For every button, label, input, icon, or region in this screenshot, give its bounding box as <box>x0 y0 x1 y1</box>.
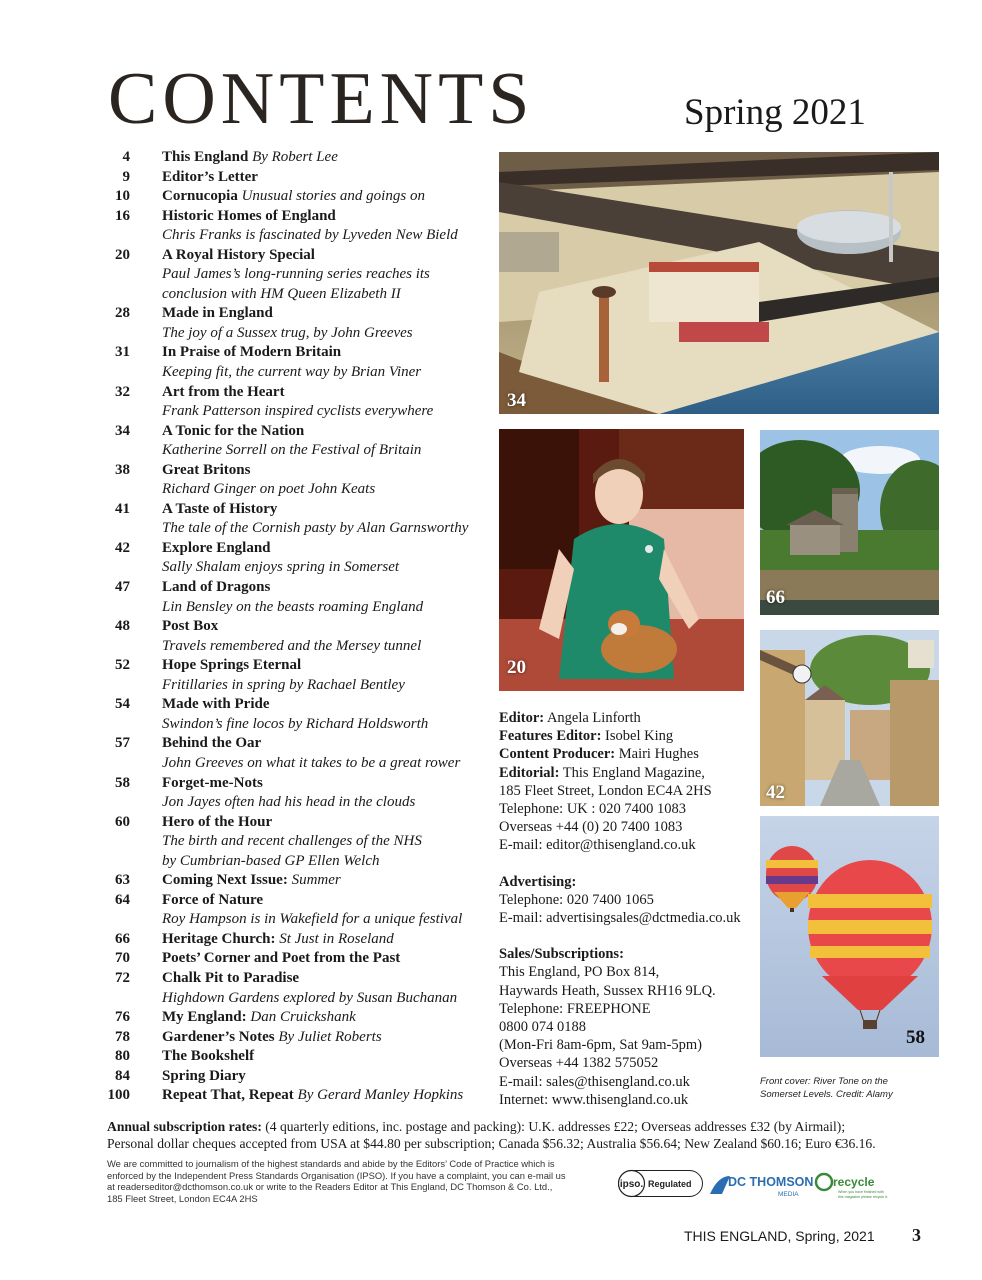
entry-description: conclusion with HM Queen Elizabeth II <box>162 285 401 302</box>
entry-body <box>162 246 495 305</box>
dc-thomson-logo <box>710 1175 813 1198</box>
contents-entry[interactable] <box>100 422 495 461</box>
entry-page-number: 64 <box>115 891 130 908</box>
contents-entry[interactable] <box>100 813 495 872</box>
entry-body <box>162 891 495 930</box>
entry-body <box>162 656 495 695</box>
credit-features: Features Editor: Isobel King <box>499 728 674 745</box>
publisher-logos <box>618 1168 918 1200</box>
entry-body <box>162 539 495 578</box>
entry-title: Historic Homes of England <box>162 207 336 224</box>
entry-title: A Tonic for the Nation <box>162 422 305 439</box>
recycle-name: recycle <box>833 1175 875 1189</box>
contents-entry[interactable] <box>100 1028 495 1048</box>
entry-body <box>162 1047 495 1067</box>
contents-entry[interactable] <box>100 578 495 617</box>
festival-of-britain-photo[interactable] <box>499 152 939 414</box>
entry-body <box>162 734 495 773</box>
issue-label: Spring 2021 <box>684 92 866 133</box>
contents-entry[interactable] <box>100 207 495 246</box>
entry-title: Made in England <box>162 305 273 322</box>
contents-entry[interactable] <box>100 891 495 930</box>
entry-page-number: 41 <box>115 500 130 517</box>
entry-description: Swindon’s fine locos by Richard Holdsworth <box>162 715 429 732</box>
entry-body <box>162 187 495 207</box>
entry-body <box>162 969 495 1008</box>
entry-page-number: 84 <box>115 1067 130 1084</box>
entry-body <box>162 1028 495 1048</box>
contents-entry[interactable] <box>100 949 495 969</box>
ipso-mark: ipso. <box>619 1179 644 1190</box>
entry-title: Heritage Church: <box>162 930 276 947</box>
entry-byline: By Juliet Roberts <box>278 1028 382 1045</box>
dct-name: DC THOMSON <box>728 1175 814 1189</box>
entry-byline: St Just in Roseland <box>279 930 394 947</box>
entry-page-number: 31 <box>115 344 130 361</box>
entry-title: Coming Next Issue: <box>162 872 288 889</box>
editorial-telephone: Telephone: UK : 020 7400 1083 <box>499 801 687 818</box>
sales-line: Haywards Heath, Sussex RH16 9LQ. <box>499 982 716 999</box>
entry-description: The birth and recent challenges of the NHS <box>162 833 422 850</box>
entry-body <box>162 1067 495 1087</box>
entry-description: by Cumbrian-based GP Ellen Welch <box>162 852 380 869</box>
sales-line: Overseas +44 1382 575052 <box>499 1055 659 1072</box>
entry-page-number: 66 <box>115 930 130 947</box>
contents-entry[interactable] <box>100 500 495 539</box>
contents-entry[interactable] <box>100 383 495 422</box>
entry-page-number: 70 <box>115 950 130 967</box>
entry-page-number: 52 <box>115 657 130 674</box>
entry-title: This England <box>162 149 249 165</box>
queen-elizabeth-photo[interactable] <box>499 429 744 691</box>
editorial-email[interactable]: E-mail: editor@thisengland.co.uk <box>499 837 696 854</box>
entry-body <box>162 871 495 891</box>
entry-title: Explore England <box>162 539 271 556</box>
entry-page-number: 100 <box>107 1087 130 1104</box>
entry-description: The joy of a Sussex trug, by John Greeves <box>162 324 413 341</box>
logo-strip <box>618 1168 918 1202</box>
entry-body <box>162 422 495 461</box>
svg-text:this magazine please recycle i: this magazine please recycle it. <box>838 1195 888 1199</box>
contents-entry[interactable] <box>100 304 495 343</box>
sales-website[interactable]: Internet: www.thisengland.co.uk <box>499 1091 689 1108</box>
editorial-address: 185 Fleet Street, London EC4A 2HS <box>499 782 712 799</box>
entry-page-number: 54 <box>115 696 130 713</box>
entry-page-number: 42 <box>115 539 130 556</box>
entry-description: Highdown Gardens explored by Susan Buchanan <box>162 989 458 1006</box>
entry-title: Behind the Oar <box>162 735 262 752</box>
contents-entry[interactable] <box>100 930 495 950</box>
entry-title: Repeat That, Repeat <box>162 1087 294 1104</box>
entry-title: A Royal History Special <box>162 246 315 263</box>
entry-title: Editor’s Letter <box>162 168 258 185</box>
photo-page-number: 20 <box>507 657 526 678</box>
somerset-village-photo[interactable] <box>760 630 939 806</box>
front-cover-credit: Front cover: River Tone on the Somerset Levels. Credit: Alamy <box>760 1076 893 1100</box>
balloons-sky <box>760 816 939 1057</box>
entry-title: Force of Nature <box>162 891 264 908</box>
entry-page-number: 72 <box>115 969 130 986</box>
contents-entry[interactable] <box>100 617 495 656</box>
contents-list <box>100 148 495 1106</box>
entry-description: Keeping fit, the current way by Brian Viner <box>162 364 422 381</box>
sales-line: 0800 074 0188 <box>499 1019 586 1036</box>
entry-page-number: 58 <box>115 774 130 791</box>
entry-title: My England: <box>162 1009 247 1026</box>
entry-description: Chris Franks is fascinated by Lyveden New Bield <box>162 227 458 244</box>
entry-title: Forget-me-Nots <box>162 774 263 791</box>
contents-entry[interactable] <box>100 1067 495 1087</box>
contents-entry[interactable] <box>100 1047 495 1067</box>
village-street <box>760 630 939 806</box>
entry-description: Richard Ginger on poet John Keats <box>162 481 376 498</box>
entry-page-number: 76 <box>115 1009 130 1026</box>
queen-portrait <box>499 429 744 691</box>
entry-page-number: 80 <box>115 1048 130 1065</box>
entry-body <box>162 949 495 969</box>
entry-page-number: 32 <box>115 383 130 400</box>
editorial-overseas: Overseas +44 (0) 20 7400 1083 <box>499 819 683 836</box>
running-footer: THIS ENGLAND, Spring, 2021 <box>684 1228 875 1244</box>
entry-byline: Unusual stories and goings on <box>241 188 425 205</box>
hot-air-balloons-photo[interactable] <box>760 816 939 1057</box>
entry-title: Hero of the Hour <box>162 813 273 830</box>
entry-body <box>162 930 495 950</box>
entry-title: Poets’ Corner and Poet from the Past <box>162 950 401 967</box>
entry-title: Chalk Pit to Paradise <box>162 969 300 986</box>
page-title: CONTENTS <box>108 58 535 140</box>
advertising-heading: Advertising: <box>499 873 577 890</box>
contents-entry[interactable] <box>100 461 495 500</box>
entry-body <box>162 1086 495 1106</box>
contents-entry[interactable] <box>100 246 495 305</box>
sales-line: This England, PO Box 814, <box>499 964 660 981</box>
svg-text:When you have finished with: When you have finished with <box>838 1190 884 1194</box>
entry-body <box>162 343 495 382</box>
festival-illustration <box>499 152 939 414</box>
entry-byline: By Robert Lee <box>252 149 338 165</box>
entry-description: Paul James’s long-running series reaches its <box>162 266 430 283</box>
dct-media: MEDIA <box>778 1191 799 1198</box>
entry-body <box>162 304 495 343</box>
sales-line: (Mon-Fri 8am-6pm, Sat 9am-5pm) <box>499 1037 702 1054</box>
contents-entry[interactable] <box>100 343 495 382</box>
credit-editor: Editor: Angela Linforth <box>499 710 641 726</box>
church-landscape <box>760 430 939 615</box>
entry-page-number: 16 <box>115 207 130 224</box>
contents-entry[interactable] <box>100 1086 495 1106</box>
photo-page-number: 66 <box>766 587 785 608</box>
entry-title: Gardener’s Notes <box>162 1028 275 1045</box>
entry-title: Cornucopia <box>162 188 238 205</box>
photo-page-number: 42 <box>766 782 785 803</box>
contents-entry[interactable] <box>100 695 495 734</box>
entry-page-number: 63 <box>115 872 130 889</box>
entry-title: Post Box <box>162 618 219 635</box>
entry-body <box>162 1008 495 1028</box>
contents-entry[interactable] <box>100 656 495 695</box>
entry-body <box>162 500 495 539</box>
ipso-regulated: Regulated <box>648 1179 692 1189</box>
entry-byline: Summer <box>291 872 341 889</box>
ipso-statement: We are committed to journalism of the highest standards and abide by the Editors’ Code of Practice which is enforced by the Independent Press Standards Organisation (IPSO). If you have a complaint, you can e-mail us at readerseditor@dcthomson.co.uk or write to the Readers Editor at This England, DC Thomson & Co. Ltd., 185 Fleet Street, London EC4A 2HS <box>107 1158 566 1204</box>
entry-title: Made with Pride <box>162 696 270 713</box>
entry-description: The tale of the Cornish pasty by Alan Garnsworthy <box>162 520 469 537</box>
entry-body <box>162 207 495 246</box>
contents-entry[interactable] <box>100 539 495 578</box>
entry-body <box>162 383 495 422</box>
entry-description: Lin Bensley on the beasts roaming England <box>162 598 424 615</box>
entry-title: In Praise of Modern Britain <box>162 344 342 361</box>
contents-entry[interactable] <box>100 734 495 773</box>
entry-body <box>162 617 495 656</box>
editorial-credits <box>499 709 749 1109</box>
advertising-email[interactable]: E-mail: advertisingsales@dctmedia.co.uk <box>499 910 741 927</box>
entry-title: Hope Springs Eternal <box>162 657 302 674</box>
entry-title: Art from the Heart <box>162 383 285 400</box>
recycle-logo <box>816 1174 888 1199</box>
entry-page-number: 38 <box>115 461 130 478</box>
entry-title: The Bookshelf <box>162 1048 255 1065</box>
entry-page-number: 20 <box>115 246 130 263</box>
contents-entry[interactable] <box>100 969 495 1008</box>
entry-title: Spring Diary <box>162 1067 246 1084</box>
entry-description: Katherine Sorrell on the Festival of Britain <box>162 442 422 459</box>
entry-description: John Greeves on what it takes to be a great rower <box>162 754 461 771</box>
entry-body <box>162 461 495 500</box>
contents-entry[interactable] <box>100 168 495 188</box>
entry-title: Great Britons <box>162 461 251 478</box>
photo-page-number: 58 <box>906 1027 925 1048</box>
entry-page-number: 34 <box>115 422 130 439</box>
credit-editorial: Editorial: This England Magazine, <box>499 764 705 781</box>
st-just-church-photo[interactable] <box>760 430 939 615</box>
page-number: 3 <box>912 1225 921 1245</box>
contents-entry[interactable] <box>100 871 495 891</box>
sales-heading: Sales/Subscriptions: <box>499 946 624 963</box>
subscription-rates: Annual subscription rates: (4 quarterly editions, inc. postage and packing): U.K. addresses £22; Overseas addresses £32 (by Airmail); Personal dollar cheques accepted from USA at $44.80 per subscription; Canada $56.32; Australia $56.64; New Zealand $60.16; Euro €36.16. <box>107 1119 876 1151</box>
contents-entry[interactable] <box>100 774 495 813</box>
entry-page-number: 10 <box>115 188 130 205</box>
entry-description: Jon Jayes often had his head in the clouds <box>162 794 416 811</box>
credit-producer: Content Producer: Mairi Hughes <box>499 746 699 763</box>
entry-page-number: 9 <box>122 168 130 185</box>
entry-body <box>162 168 495 188</box>
entry-body <box>162 774 495 813</box>
entry-description: Frank Patterson inspired cyclists everywhere <box>162 403 434 420</box>
entry-title: A Taste of History <box>162 500 278 517</box>
entry-byline: Dan Cruickshank <box>250 1009 356 1026</box>
entry-page-number: 57 <box>115 735 130 752</box>
ipso-logo <box>619 1171 703 1197</box>
entry-body <box>162 578 495 617</box>
advertising-telephone: Telephone: 020 7400 1065 <box>499 891 654 908</box>
entry-description: Travels remembered and the Mersey tunnel <box>162 637 422 654</box>
contents-entry[interactable] <box>100 187 495 207</box>
entry-page-number: 28 <box>115 305 130 322</box>
entry-description: Roy Hampson is in Wakefield for a unique festival <box>162 911 463 928</box>
contents-entry[interactable] <box>100 1008 495 1028</box>
entry-body <box>162 695 495 734</box>
entry-byline: By Gerard Manley Hopkins <box>297 1087 464 1104</box>
entry-body <box>162 148 495 168</box>
entry-page-number: 60 <box>115 813 130 830</box>
sales-email[interactable]: E-mail: sales@thisengland.co.uk <box>499 1073 690 1090</box>
entry-page-number: 78 <box>115 1028 130 1045</box>
entry-description: Fritillaries in spring by Rachael Bentley <box>162 676 405 693</box>
photo-page-number: 34 <box>507 390 526 411</box>
entry-page-number: 4 <box>122 149 130 165</box>
entry-page-number: 48 <box>115 618 130 635</box>
entry-description: Sally Shalam enjoys spring in Somerset <box>162 559 400 576</box>
sales-line: Telephone: FREEPHONE <box>499 1000 651 1017</box>
entry-body <box>162 813 495 872</box>
entry-title: Land of Dragons <box>162 579 271 596</box>
contents-entry[interactable] <box>100 148 495 168</box>
entry-page-number: 47 <box>115 579 130 596</box>
